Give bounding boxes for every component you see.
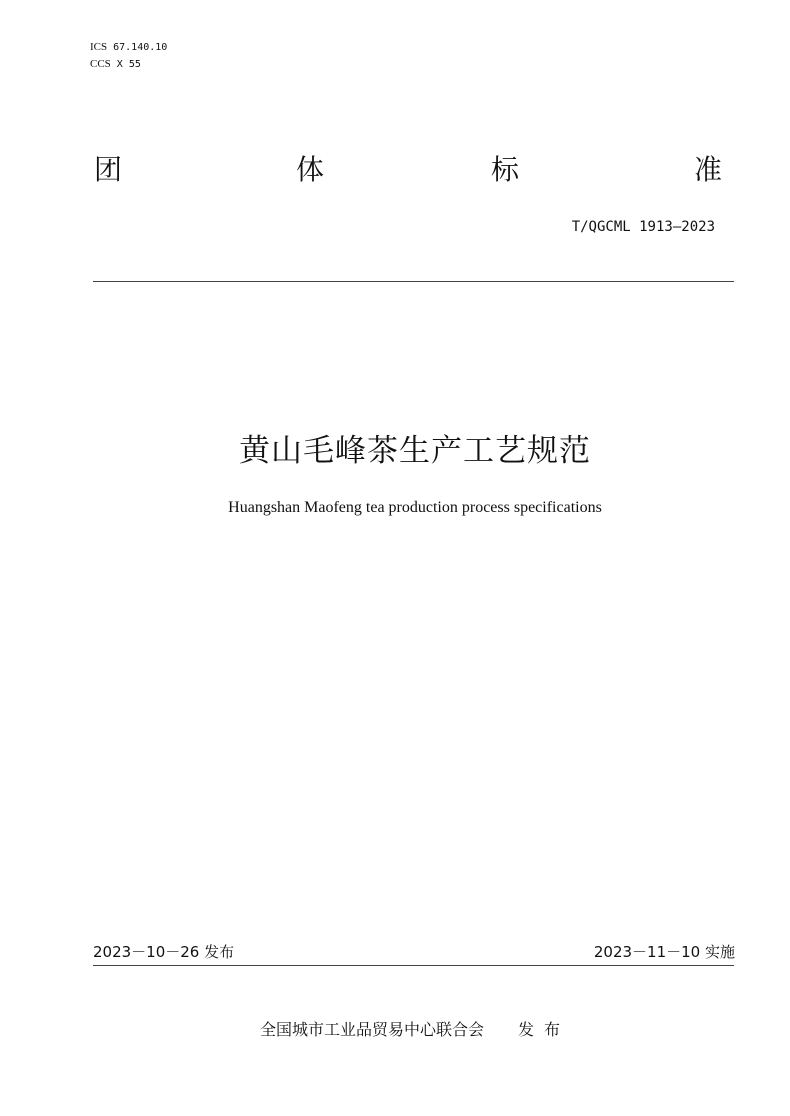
- category-char-2: 体: [295, 153, 324, 186]
- publisher-action: 发布: [518, 1020, 571, 1039]
- standard-number: T/QGCML 1913—2023: [571, 219, 715, 235]
- top-divider: [93, 281, 734, 282]
- ics-label: ICS: [90, 41, 108, 53]
- ccs-code: X 55: [116, 59, 141, 70]
- category-char-1: 团: [93, 153, 122, 186]
- ics-line: [90, 39, 167, 56]
- issue-date: 2023－10－26 发布: [93, 943, 235, 961]
- ccs-line: [90, 56, 167, 73]
- document-title-chinese: 黄山毛峰茶生产工艺规范: [239, 433, 591, 469]
- classification-codes: [90, 39, 167, 73]
- implementation-date: 2023－11－10 实施: [593, 943, 735, 961]
- ics-code: 67.140.10: [113, 42, 168, 53]
- standard-category: [88, 150, 728, 194]
- category-char-3: 标: [490, 153, 519, 186]
- publisher-name: 全国城市工业品贸易中心联合会: [259, 1020, 484, 1039]
- publisher-line: [0, 1019, 790, 1041]
- category-char-4: 准: [693, 153, 722, 186]
- ccs-label: CCS: [90, 58, 111, 70]
- bottom-divider: [93, 965, 734, 966]
- document-title-english: Huangshan Maofeng tea production process specifications: [228, 499, 602, 516]
